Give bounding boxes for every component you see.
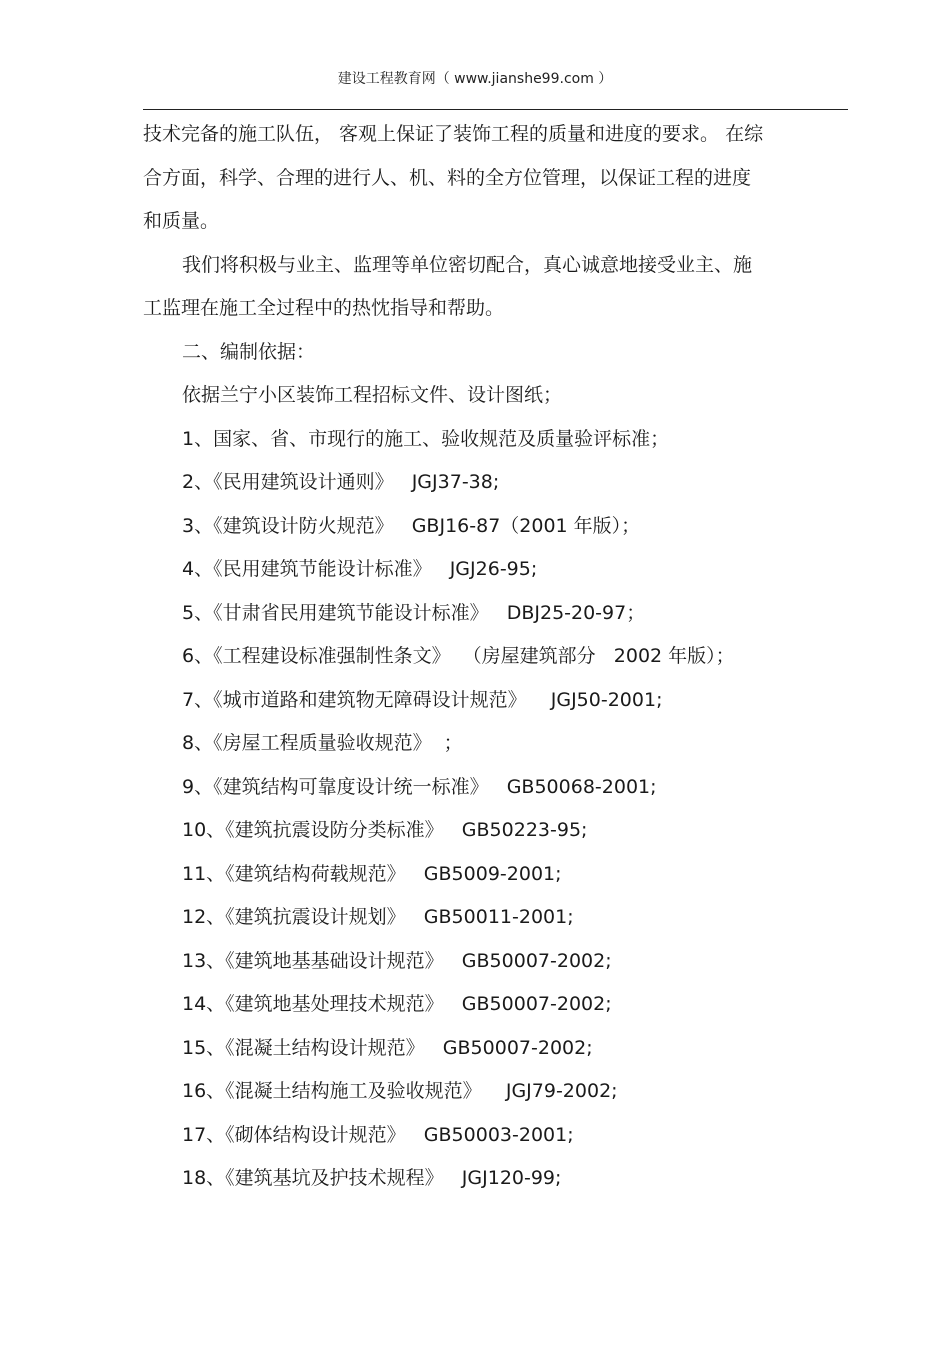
list-item: 7、《城市道路和建筑物无障碍设计规范》 JGJ50-2001; (182, 688, 663, 711)
list-item: 3、《建筑设计防火规范》 GBJ16-87（2001 年版）； (182, 514, 641, 537)
paragraph-line: 工监理在施工全过程中的热忱指导和帮助。 (143, 297, 505, 319)
list-item: 10、《建筑抗震设防分类标准》 GB50223-95; (182, 819, 588, 841)
list-item: 6、《工程建设标准强制性条文》 （房屋建筑部分 2002 年版）； (182, 645, 735, 667)
list-item: 18、《建筑基坑及护技术规程》 JGJ120-99; (182, 1167, 562, 1189)
list-item: 1、国家、省、市现行的施工、验收规范及质量验评标准； (182, 427, 670, 450)
list-item: 11、《建筑结构荷载规范》 GB5009-2001; (182, 862, 562, 885)
list-item: 16、《混凝土结构施工及验收规范》 JGJ79-2002; (182, 1080, 618, 1102)
paragraph-line: 技术完备的施工队伍， 客观上保证了装饰工程的质量和进度的要求。 在综 (143, 123, 764, 145)
list-item: 15、《混凝土结构设计规范》 GB50007-2002; (182, 1036, 593, 1059)
list-item: 8、《房屋工程质量验收规范》 ； (182, 732, 463, 754)
document-body (143, 113, 848, 1201)
list-item: 2、《民用建筑设计通则》 JGJ37-38; (182, 471, 500, 493)
list-item: 5、《甘肃省民用建筑节能设计标准》 DBJ25-20-97； (182, 601, 646, 624)
list-item: 17、《砌体结构设计规范》 GB50003-2001; (182, 1123, 574, 1146)
list-item: 4、《民用建筑节能设计标准》 JGJ26-95; (182, 558, 538, 580)
list-item: 14、《建筑地基处理技术规范》 GB50007-2002; (182, 993, 612, 1015)
section-intro: 依据兰宁小区装饰工程招标文件、设计图纸； (182, 384, 563, 406)
paragraph-line: 合方面，科学、合理的进行人、机、料的全方位管理，以保证工程的进度 (143, 166, 752, 189)
paragraph-line: 和质量。 (143, 210, 220, 232)
paragraph-line: 我们将积极与业主、监理等单位密切配合，真心诚意地接受业主、施 (182, 253, 753, 276)
page-header: 建设工程教育网（ www.jianshe99.com ） (337, 71, 613, 87)
section-heading: 二、编制依据： (182, 340, 316, 363)
reference-list (143, 418, 848, 1201)
header-divider (143, 109, 848, 110)
paragraph (143, 113, 848, 244)
list-item: 12、《建筑抗震设计规划》 GB50011-2001; (182, 906, 574, 928)
paragraph (143, 244, 848, 331)
list-item: 9、《建筑结构可靠度设计统一标准》 GB50068-2001; (182, 775, 657, 798)
list-item: 13、《建筑地基基础设计规范》 GB50007-2002; (182, 949, 612, 972)
